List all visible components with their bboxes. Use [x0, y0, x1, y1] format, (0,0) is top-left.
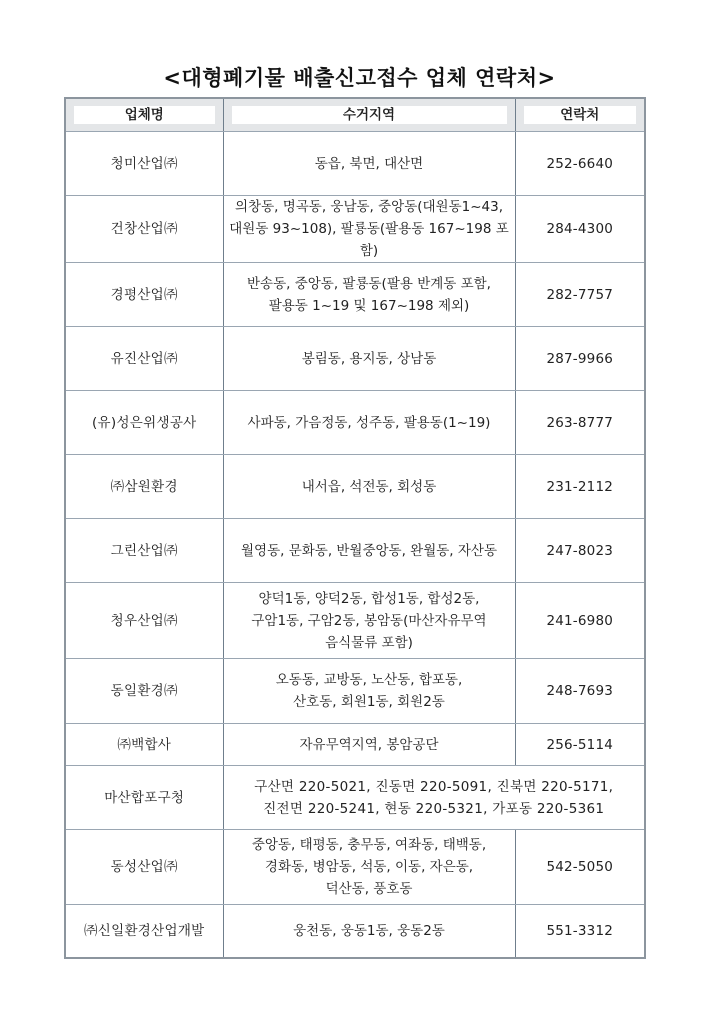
- company-cell: ㈜신일환경산업개발: [65, 905, 223, 958]
- region-cell: 오동동, 교방동, 노산동, 합포동, 산호동, 회원1동, 회원2동: [223, 659, 515, 724]
- contacts-table: [64, 97, 646, 959]
- phone-cell: 551-3312: [515, 905, 645, 958]
- company-cell: 마산합포구청: [65, 766, 223, 830]
- company-cell: 경평산업㈜: [65, 263, 223, 327]
- company-cell: 건창산업㈜: [65, 196, 223, 263]
- phone-cell: 282-7757: [515, 263, 645, 327]
- phone-cell: 284-4300: [515, 196, 645, 263]
- table-row: [65, 132, 645, 196]
- company-cell: 그린산업㈜: [65, 519, 223, 583]
- phone-cell: 256-5114: [515, 724, 645, 766]
- table-row: [65, 724, 645, 766]
- table-row: [65, 196, 645, 263]
- phone-cell: 542-5050: [515, 830, 645, 905]
- region-cell: 의창동, 명곡동, 웅남동, 중앙동(대원동1~43, 대원동 93~108), 팔룡동(팔용동 167~198 포함): [223, 196, 515, 263]
- company-cell: (유)성은위생공사: [65, 391, 223, 455]
- table-row: [65, 327, 645, 391]
- company-cell: 유진산업㈜: [65, 327, 223, 391]
- company-cell: ㈜삼원환경: [65, 455, 223, 519]
- company-cell: 청미산업㈜: [65, 132, 223, 196]
- company-cell: ㈜백합사: [65, 724, 223, 766]
- table-header-row: [65, 98, 645, 132]
- phone-cell: 248-7693: [515, 659, 645, 724]
- company-cell: 청우산업㈜: [65, 583, 223, 659]
- region-cell: 월영동, 문화동, 반월중앙동, 완월동, 자산동: [223, 519, 515, 583]
- region-cell: 봉림동, 용지동, 상남동: [223, 327, 515, 391]
- region-cell: 내서읍, 석전동, 회성동: [223, 455, 515, 519]
- table-row: [65, 263, 645, 327]
- table-row: [65, 766, 645, 830]
- region-cell: 자유무역지역, 봉암공단: [223, 724, 515, 766]
- company-cell: 동일환경㈜: [65, 659, 223, 724]
- phone-cell: 247-8023: [515, 519, 645, 583]
- region-cell: 중앙동, 태평동, 충무동, 여좌동, 태백동, 경화동, 병암동, 석동, 이동, 자은동, 덕산동, 풍호동: [223, 830, 515, 905]
- header-phone: 연락처: [515, 98, 645, 132]
- region-cell: 반송동, 중앙동, 팔룡동(팔용 반계동 포함, 팔용동 1~19 및 167~198 제외): [223, 263, 515, 327]
- table-row: [65, 659, 645, 724]
- phone-cell: 287-9966: [515, 327, 645, 391]
- phone-cell: 263-8777: [515, 391, 645, 455]
- table-row: [65, 583, 645, 659]
- header-region: 수거지역: [223, 98, 515, 132]
- region-cell: 사파동, 가음정동, 성주동, 팔용동(1~19): [223, 391, 515, 455]
- region-cell: 양덕1동, 양덕2동, 합성1동, 합성2동, 구암1동, 구암2동, 봉암동(마산자유무역 음식물류 포함): [223, 583, 515, 659]
- table-row: [65, 519, 645, 583]
- phone-cell: 231-2112: [515, 455, 645, 519]
- table-row: [65, 455, 645, 519]
- table-row: [65, 391, 645, 455]
- document-title: <대형폐기물 배출신고접수 업체 연락처>: [163, 66, 556, 90]
- phone-cell: 252-6640: [515, 132, 645, 196]
- table-row: [65, 905, 645, 958]
- company-cell: 동성산업㈜: [65, 830, 223, 905]
- region-cell: 웅천동, 웅동1동, 웅동2동: [223, 905, 515, 958]
- phone-cell: 241-6980: [515, 583, 645, 659]
- table-row: [65, 830, 645, 905]
- header-company: 업체명: [65, 98, 223, 132]
- region-phone-merged-cell: 구산면 220-5021, 진동면 220-5091, 진북면 220-5171, 진전면 220-5241, 현동 220-5321, 가포동 220-5361: [223, 766, 645, 830]
- region-cell: 동읍, 북면, 대산면: [223, 132, 515, 196]
